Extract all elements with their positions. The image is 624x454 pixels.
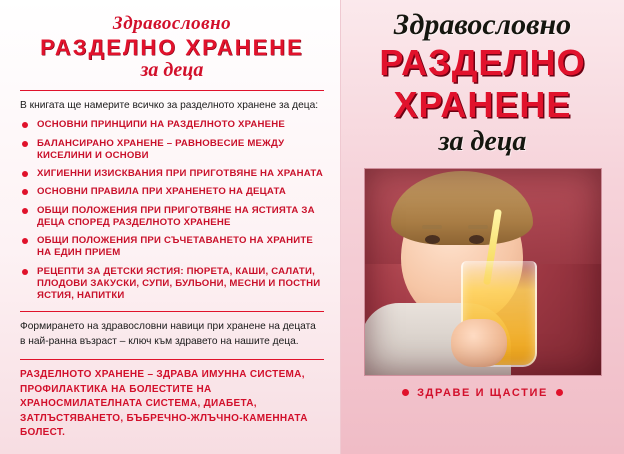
bullet-dot-icon xyxy=(22,189,28,195)
note-text: Формирането на здравословни навици при хранене на децата в най-ранна възраст – ключ към здравето на нашите деца. xyxy=(20,321,316,347)
bullet-dot-icon xyxy=(22,141,28,147)
bullet-dot-icon xyxy=(22,208,28,214)
bullet-dot-icon xyxy=(402,389,409,396)
cover-photo xyxy=(364,168,602,376)
list-item xyxy=(22,205,324,230)
intro-text: В книгата ще намерите всичко за разделното хранене за деца: xyxy=(20,100,319,112)
front-cover-panel xyxy=(340,0,624,454)
tagline-label: ЗДРАВЕ И ЩАСТИЕ xyxy=(417,387,548,400)
back-title-line2: РАЗДЕЛНО ХРАНЕНЕ xyxy=(40,34,304,60)
list-item xyxy=(22,168,324,180)
divider-middle xyxy=(20,311,324,312)
tagline xyxy=(353,387,612,399)
footer-text: РАЗДЕЛНОТО ХРАНЕНЕ – ЗДРАВА ИМУННА СИСТЕМА, ПРОФИЛАКТИКА НА БОЛЕСТИТЕ НА ХРАНОСМИЛАТЕЛНАТА СИСТЕМА, ДИАБЕТА, ЗАТЛЪСТЯВАНЕТО, БЪБРЕЧНО-ЖЛЪЧНО-КАМЕННАТА БОЛЕСТ. xyxy=(20,369,308,439)
list-item xyxy=(22,119,324,131)
bullet-dot-icon xyxy=(22,238,28,244)
photo-vignette xyxy=(365,169,601,375)
list-item xyxy=(22,138,324,163)
list-item-label: РЕЦЕПТИ ЗА ДЕТСКИ ЯСТИЯ: ПЮРЕТА, КАШИ, САЛАТИ, ПЛОДОВИ ЗАКУСКИ, СУПИ, БУЛЬОНИ, МЕСНИ И ПОСТНИ ЯСТИЯ, НАПИТКИ xyxy=(37,265,321,302)
list-item-label: БАЛАНСИРАНО ХРАНЕНЕ – РАВНОВЕСИЕ МЕЖДУ КИСЕЛИНИ И ОСНОВИ xyxy=(37,137,285,161)
divider-bottom xyxy=(20,359,324,360)
list-item-label: ОСНОВНИ ПРАВИЛА ПРИ ХРАНЕНЕТО НА ДЕЦАТА xyxy=(37,186,287,198)
list-item xyxy=(22,186,324,198)
list-item xyxy=(22,266,324,303)
list-item-label: ХИГИЕННИ ИЗИСКВАНИЯ ПРИ ПРИГОТВЯНЕ НА ХРАНАТА xyxy=(37,168,324,180)
front-title-line4: за деца xyxy=(438,126,527,158)
front-title-line3: ХРАНЕНЕ xyxy=(393,84,572,126)
front-title-line1: Здравословно xyxy=(393,8,572,41)
bullet-dot-icon xyxy=(22,269,28,275)
bullet-dot-icon xyxy=(22,171,28,177)
front-title-line2: РАЗДЕЛНО xyxy=(379,42,586,83)
back-cover-title xyxy=(18,14,326,81)
list-item-label: ОСНОВНИ ПРИНЦИПИ НА РАЗДЕЛНОТО ХРАНЕНЕ xyxy=(37,119,285,131)
bullet-dot-icon xyxy=(556,389,563,396)
contents-list xyxy=(18,119,326,302)
list-item-label: ОБЩИ ПОЛОЖЕНИЯ ПРИ ПРИГОТВЯНЕ НА ЯСТИЯТА ЗА ДЕЦА СПОРЕД РАЗДЕЛНОТО ХРАНЕНЕ xyxy=(37,204,315,228)
bullet-dot-icon xyxy=(22,122,28,128)
back-title-line3: за деца xyxy=(140,59,204,82)
list-item xyxy=(22,235,324,260)
divider-top xyxy=(20,90,324,91)
back-title-line1: Здравословно xyxy=(112,13,232,34)
list-item-label: ОБЩИ ПОЛОЖЕНИЯ ПРИ СЪЧЕТАВАНЕТО НА ХРАНИТЕ НА ЕДИН ПРИЕМ xyxy=(37,235,314,259)
